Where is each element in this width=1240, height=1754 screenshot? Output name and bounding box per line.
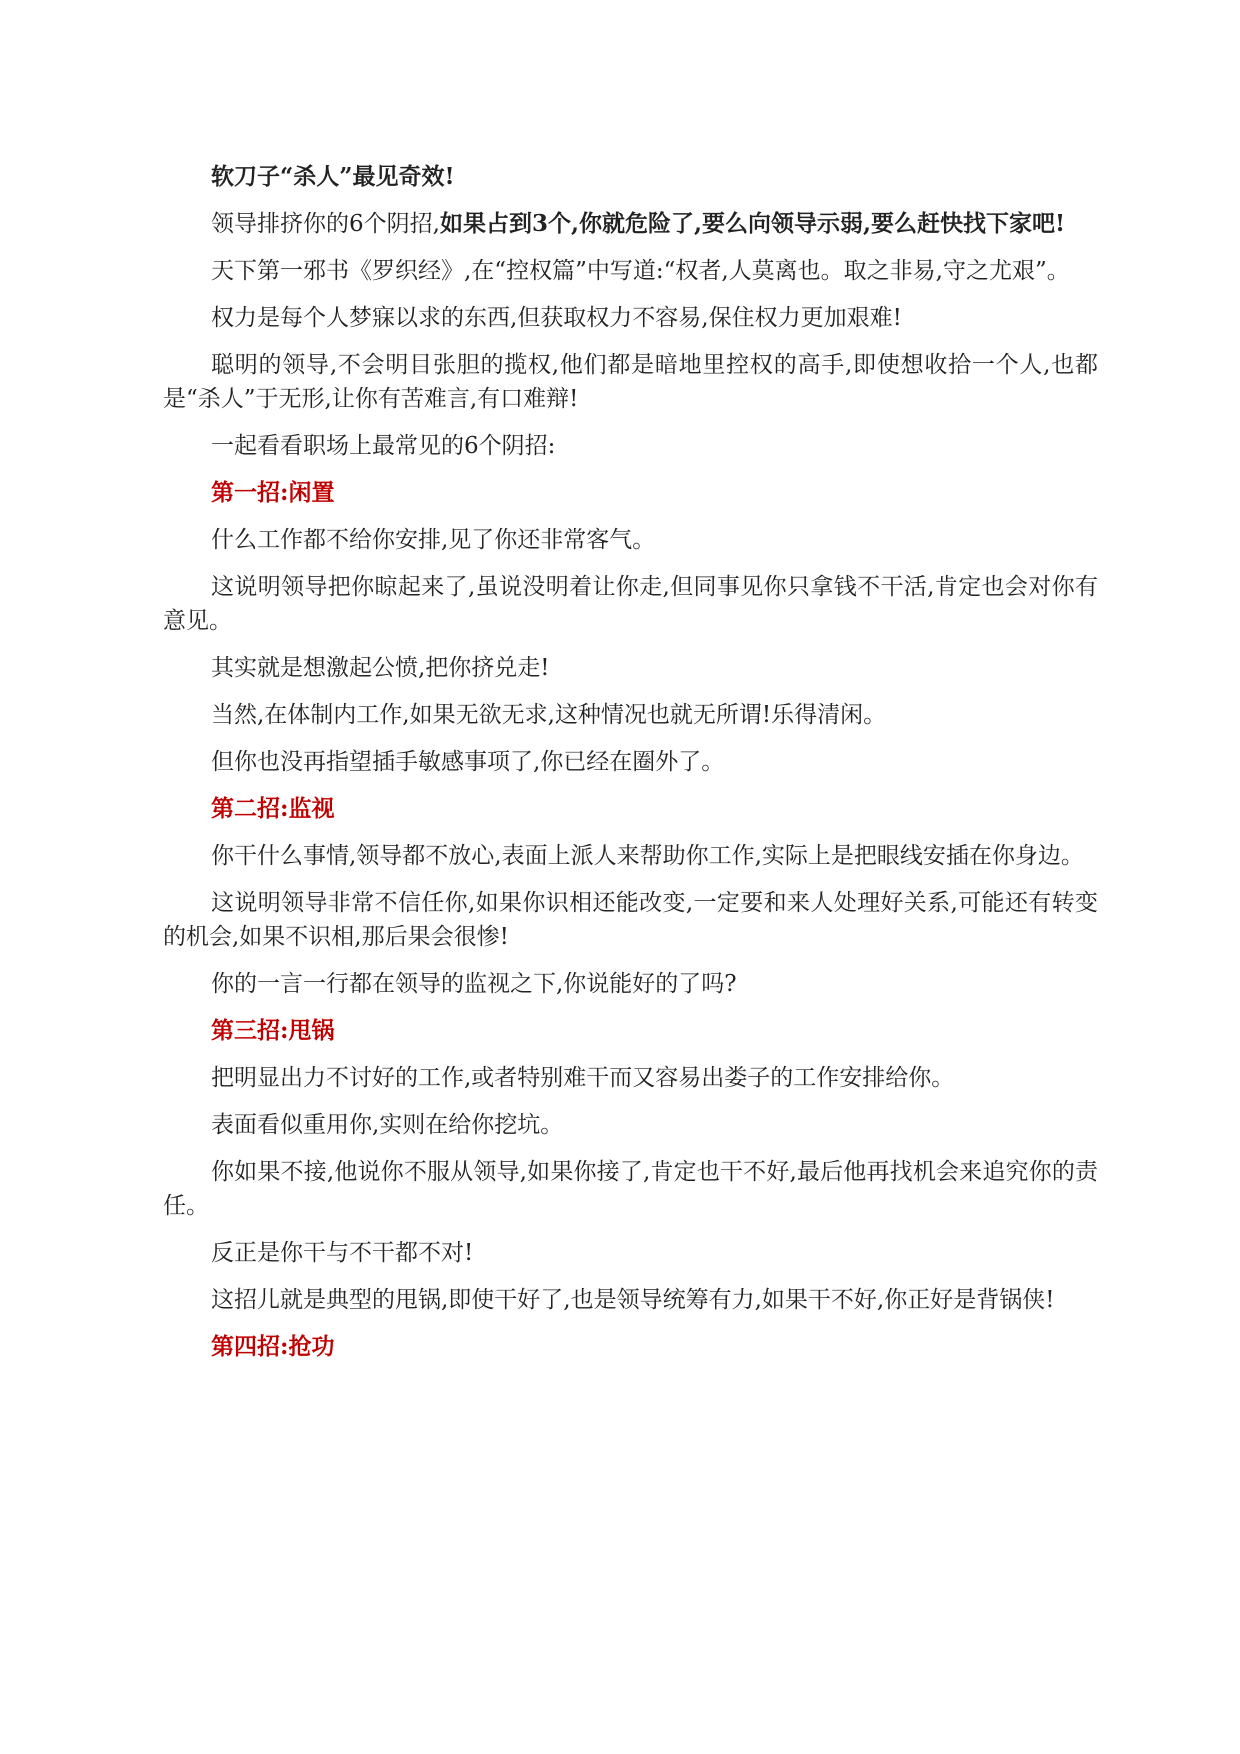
intro-bold-text: 如果占到3个,你就危险了,要么向领导示弱,要么赶快找下家吧!	[439, 210, 1066, 237]
article-title: 软刀子“杀人”最见奇效!	[211, 163, 455, 190]
section-3-paragraph: 表面看似重用你,实则在给你挖坑。	[211, 1112, 564, 1138]
intro-normal-text: 领导排挤你的6个阴招,	[211, 211, 440, 237]
section-1-paragraph: 其实就是想激起公愤,把你挤兑走!	[211, 655, 550, 681]
paragraph-smart-leader: 聪明的领导,不会明目张胆的揽权,他们都是暗地里控权的高手,即使想收拾一个人,也都是“杀人”于无形,让你有苦难言,有口难辩!	[163, 352, 1098, 412]
section-heading-3: 第三招:甩锅	[211, 1017, 335, 1044]
section-3-paragraph: 你如果不接,他说你不服从领导,如果你接了,肯定也干不好,最后他再找机会来追究你的责任。	[163, 1159, 1098, 1219]
section-2-paragraph: 你干什么事情,领导都不放心,表面上派人来帮助你工作,实际上是把眼线安插在你身边。	[211, 843, 1084, 869]
paragraph-six-tricks: 一起看看职场上最常见的6个阴招:	[211, 433, 556, 459]
paragraph-luozhijing: 天下第一邪书《罗织经》,在“控权篇”中写道:“权者,人莫离也。取之非易,守之尤艰”。	[211, 258, 1070, 284]
section-2-paragraph: 这说明领导非常不信任你,如果你识相还能改变,一定要和来人处理好关系,可能还有转变的机会,如果不识相,那后果会很惨!	[163, 890, 1098, 950]
section-heading-4: 第四招:抢功	[211, 1333, 335, 1360]
section-2-paragraph: 你的一言一行都在领导的监视之下,你说能好的了吗?	[211, 971, 737, 997]
paragraph-power: 权力是每个人梦寐以求的东西,但获取权力不容易,保住权力更加艰难!	[211, 305, 902, 331]
section-heading-1: 第一招:闲置	[211, 479, 335, 506]
section-1-paragraph: 但你也没再指望插手敏感事项了,你已经在圈外了。	[211, 749, 725, 775]
section-3-paragraph: 反正是你干与不干都不对!	[211, 1240, 474, 1266]
section-3-paragraph: 把明显出力不讨好的工作,或者特别难干而又容易出娄子的工作安排给你。	[211, 1065, 955, 1091]
section-1-paragraph: 当然,在体制内工作,如果无欲无求,这种情况也就无所谓!乐得清闲。	[211, 702, 887, 728]
section-1-paragraph: 这说明领导把你晾起来了,虽说没明着让你走,但同事见你只拿钱不干活,肯定也会对你有意见。	[163, 574, 1098, 634]
section-1-paragraph: 什么工作都不给你安排,见了你还非常客气。	[211, 527, 656, 553]
document-body	[163, 160, 1098, 1377]
section-3-paragraph: 这招儿就是典型的甩锅,即使干好了,也是领导统筹有力,如果干不好,你正好是背锅侠!	[211, 1287, 1055, 1313]
intro-paragraph	[163, 207, 1098, 241]
section-heading-2: 第二招:监视	[211, 795, 335, 822]
